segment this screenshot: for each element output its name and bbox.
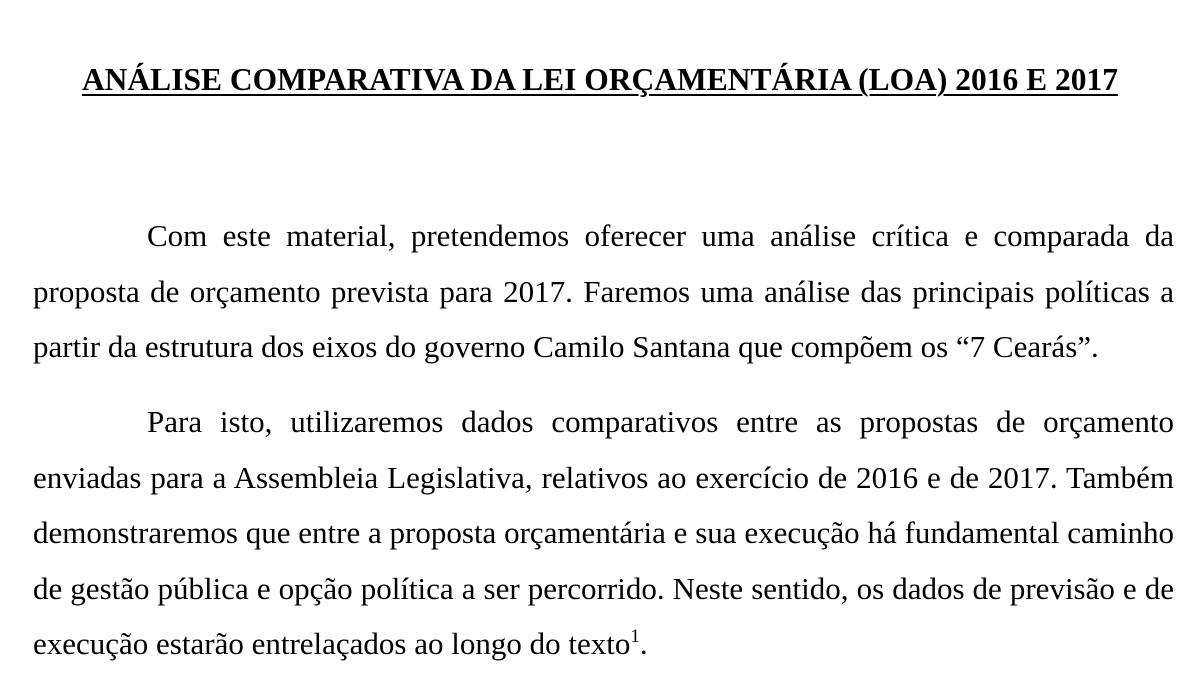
paragraph-intro-text: Com este material, pretendemos oferecer uma análise crítica e comparada da proposta de orçamento prevista para 2017. Faremos uma análise das principais políticas a partir da estrutura dos eixos do governo Camilo Santana que compõem os “7 Cearás”. (33, 218, 1174, 364)
paragraph-end-punctuation: . (639, 626, 648, 661)
paragraph-methodology-text: Para isto, utilizaremos dados comparativos entre as propostas de orçamento enviadas para a Assembleia Legislativa, relativos ao exercício de 2016 e de 2017. Também demonstraremos que entre a proposta orçamentária e sua execução há fundamental caminho de gestão pública e opção política a ser percorrido. Neste sentido, os dados de previsão e de execução estarão entrelaçados ao longo do texto (33, 404, 1174, 661)
paragraph-intro (33, 208, 1174, 375)
document-title: ANÁLISE COMPARATIVA DA LEI ORÇAMENTÁRIA (LOA) 2016 E 2017 (81, 62, 1119, 97)
paragraph-methodology (33, 394, 1174, 672)
footnote-reference[interactable]: 1 (630, 626, 640, 647)
